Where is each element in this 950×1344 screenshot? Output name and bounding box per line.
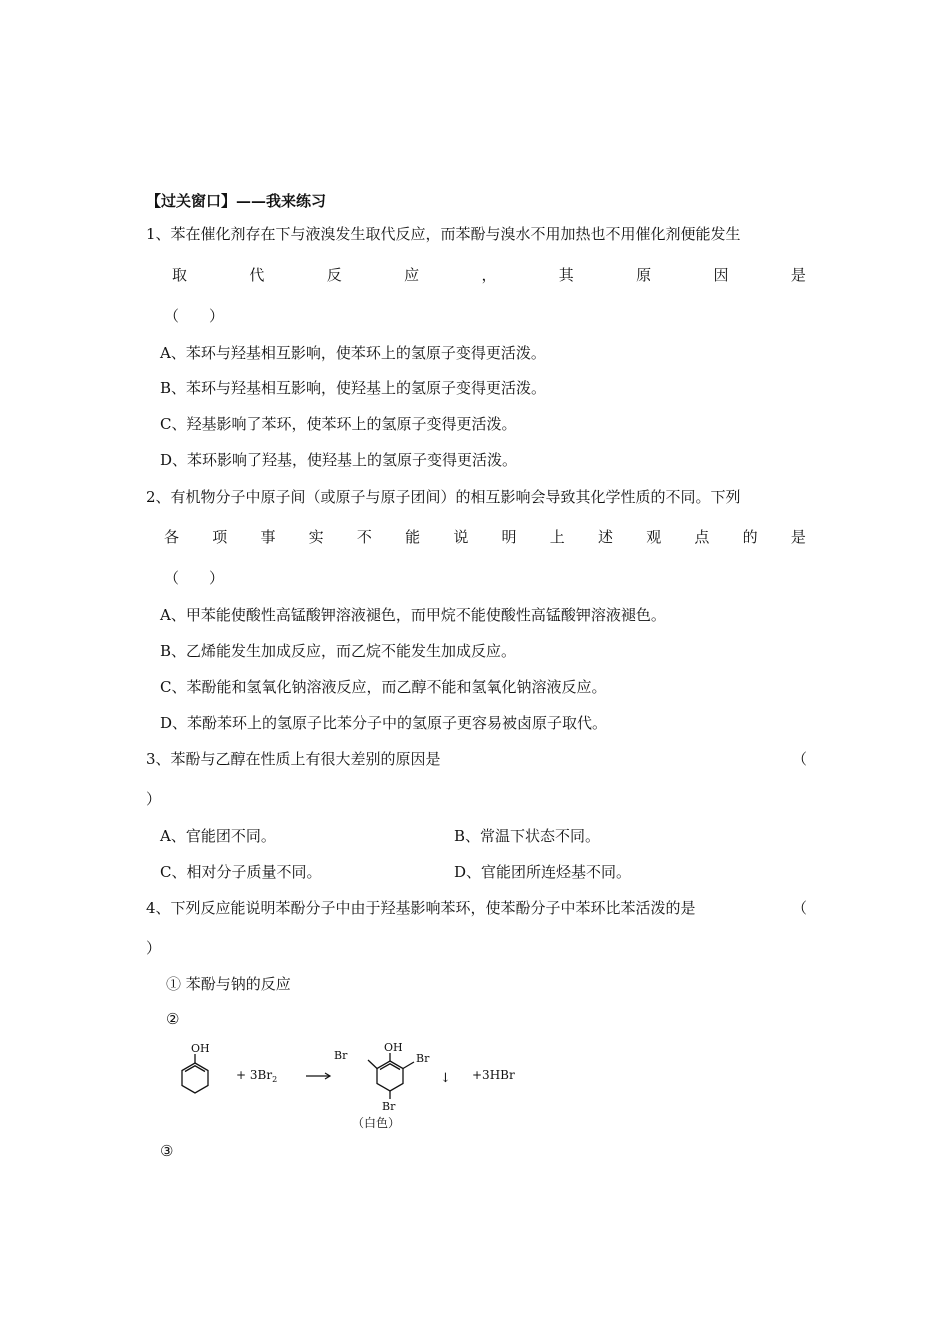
reaction-arrow [306, 1073, 330, 1079]
q2-char: 上 [549, 528, 565, 546]
q1-option-a: A、苯环与羟基相互影响，使苯环上的氢原子变得更活泼。 [160, 344, 546, 362]
q3-option-c: C、相对分子质量不同。 [160, 863, 322, 881]
q2-char: 事 [260, 528, 276, 546]
q2-char: 是 [790, 528, 806, 546]
q1-char: 是 [790, 266, 806, 284]
q4-stem: 4、下列反应能说明苯酚分子中由于羟基影响苯环，使苯酚分子中苯环比苯活泼的是 [146, 899, 696, 917]
product-oh: OH [384, 1041, 403, 1054]
q2-option-d: D、苯酚苯环上的氢原子比苯分子中的氢原子更容易被卤原子取代。 [160, 714, 608, 732]
q2-char: 说 [453, 528, 469, 546]
phenol-ring [182, 1054, 208, 1093]
q1-option-c: C、羟基影响了苯环，使苯环上的氢原子变得更活泼。 [160, 415, 517, 433]
q1-char: 取 [172, 266, 188, 284]
q4-paren-close: ） [146, 939, 162, 957]
q2-option-b: B、乙烯能发生加成反应，而乙烷不能发生加成反应。 [160, 642, 517, 660]
q4-item-3: ③ [160, 1142, 174, 1160]
section-title: 【过关窗口】——我来练习 [146, 192, 327, 210]
product-br-right: Br [416, 1052, 430, 1065]
q1-char: 因 [713, 266, 729, 284]
q1-char: 代 [249, 266, 265, 284]
q1-char: 原 [636, 266, 652, 284]
byproduct-label: +3HBr [472, 1068, 515, 1082]
q1-answer-paren: （ ） [164, 307, 225, 325]
q4-paren-open: （ [792, 899, 808, 917]
q2-char: 点 [694, 528, 710, 546]
q2-char: 明 [501, 528, 517, 546]
q2-char: 述 [597, 528, 613, 546]
q2-char: 观 [646, 528, 662, 546]
q3-option-d: D、官能团所连烃基不同。 [454, 863, 632, 881]
q2-char: 不 [356, 528, 372, 546]
q1-option-b: B、苯环与羟基相互影响，使羟基上的氢原子变得更活泼。 [160, 379, 547, 397]
q2-answer-paren: （ ） [164, 569, 225, 587]
q1-char: 其 [558, 266, 574, 284]
phenol-oh: OH [191, 1042, 210, 1055]
product-br-left: Br [334, 1049, 348, 1062]
q2-stem: 2、有机物分子中原子间（或原子与原子团间）的相互影响会导致其化学性质的不同。下列 [146, 488, 741, 506]
q2-option-c: C、苯酚能和氢氧化钠溶液反应，而乙醇不能和氢氧化钠溶液反应。 [160, 678, 607, 696]
bromination-reaction-diagram [160, 1036, 560, 1136]
q2-char: 的 [742, 528, 758, 546]
q2-stem-continuation [164, 526, 806, 547]
q2-char: 各 [164, 528, 180, 546]
product-br-bottom: Br [382, 1100, 396, 1113]
product-color-label: （白色） [352, 1116, 401, 1130]
q4-item-1: ① 苯酚与钠的反应 [166, 975, 291, 993]
reagent-label: + $3Br_2$ [236, 1068, 278, 1084]
q2-option-a: A、甲苯能使酸性高锰酸钾溶液褪色，而甲烷不能使酸性高锰酸钾溶液褪色。 [160, 606, 666, 624]
q3-option-b: B、常温下状态不同。 [454, 827, 601, 845]
q3-stem: 3、苯酚与乙醇在性质上有很大差别的原因是 [146, 750, 441, 768]
q1-option-d: D、苯环影响了羟基，使羟基上的氢原子变得更活泼。 [160, 451, 518, 469]
q3-paren-close: ） [146, 790, 162, 808]
q2-char: 实 [308, 528, 324, 546]
q1-stem: 1、苯在催化剂存在下与液溴发生取代反应，而苯酚与溴水不用加热也不用催化剂便能发生 [146, 225, 741, 243]
tribromophenol-ring [368, 1053, 414, 1099]
q3-option-a: A、官能团不同。 [160, 827, 276, 845]
q1-char: ， [481, 266, 497, 284]
q1-char: 应 [404, 266, 420, 284]
q2-char: 项 [212, 528, 228, 546]
reagent-subscript: 2 [272, 1075, 278, 1084]
q2-char: 能 [405, 528, 421, 546]
q4-item-2: ② [166, 1010, 180, 1028]
q3-paren-open: （ [792, 750, 808, 768]
precipitate-arrow: ↓ [440, 1071, 451, 1086]
q1-stem-continuation [172, 264, 806, 285]
q1-char: 反 [326, 266, 342, 284]
